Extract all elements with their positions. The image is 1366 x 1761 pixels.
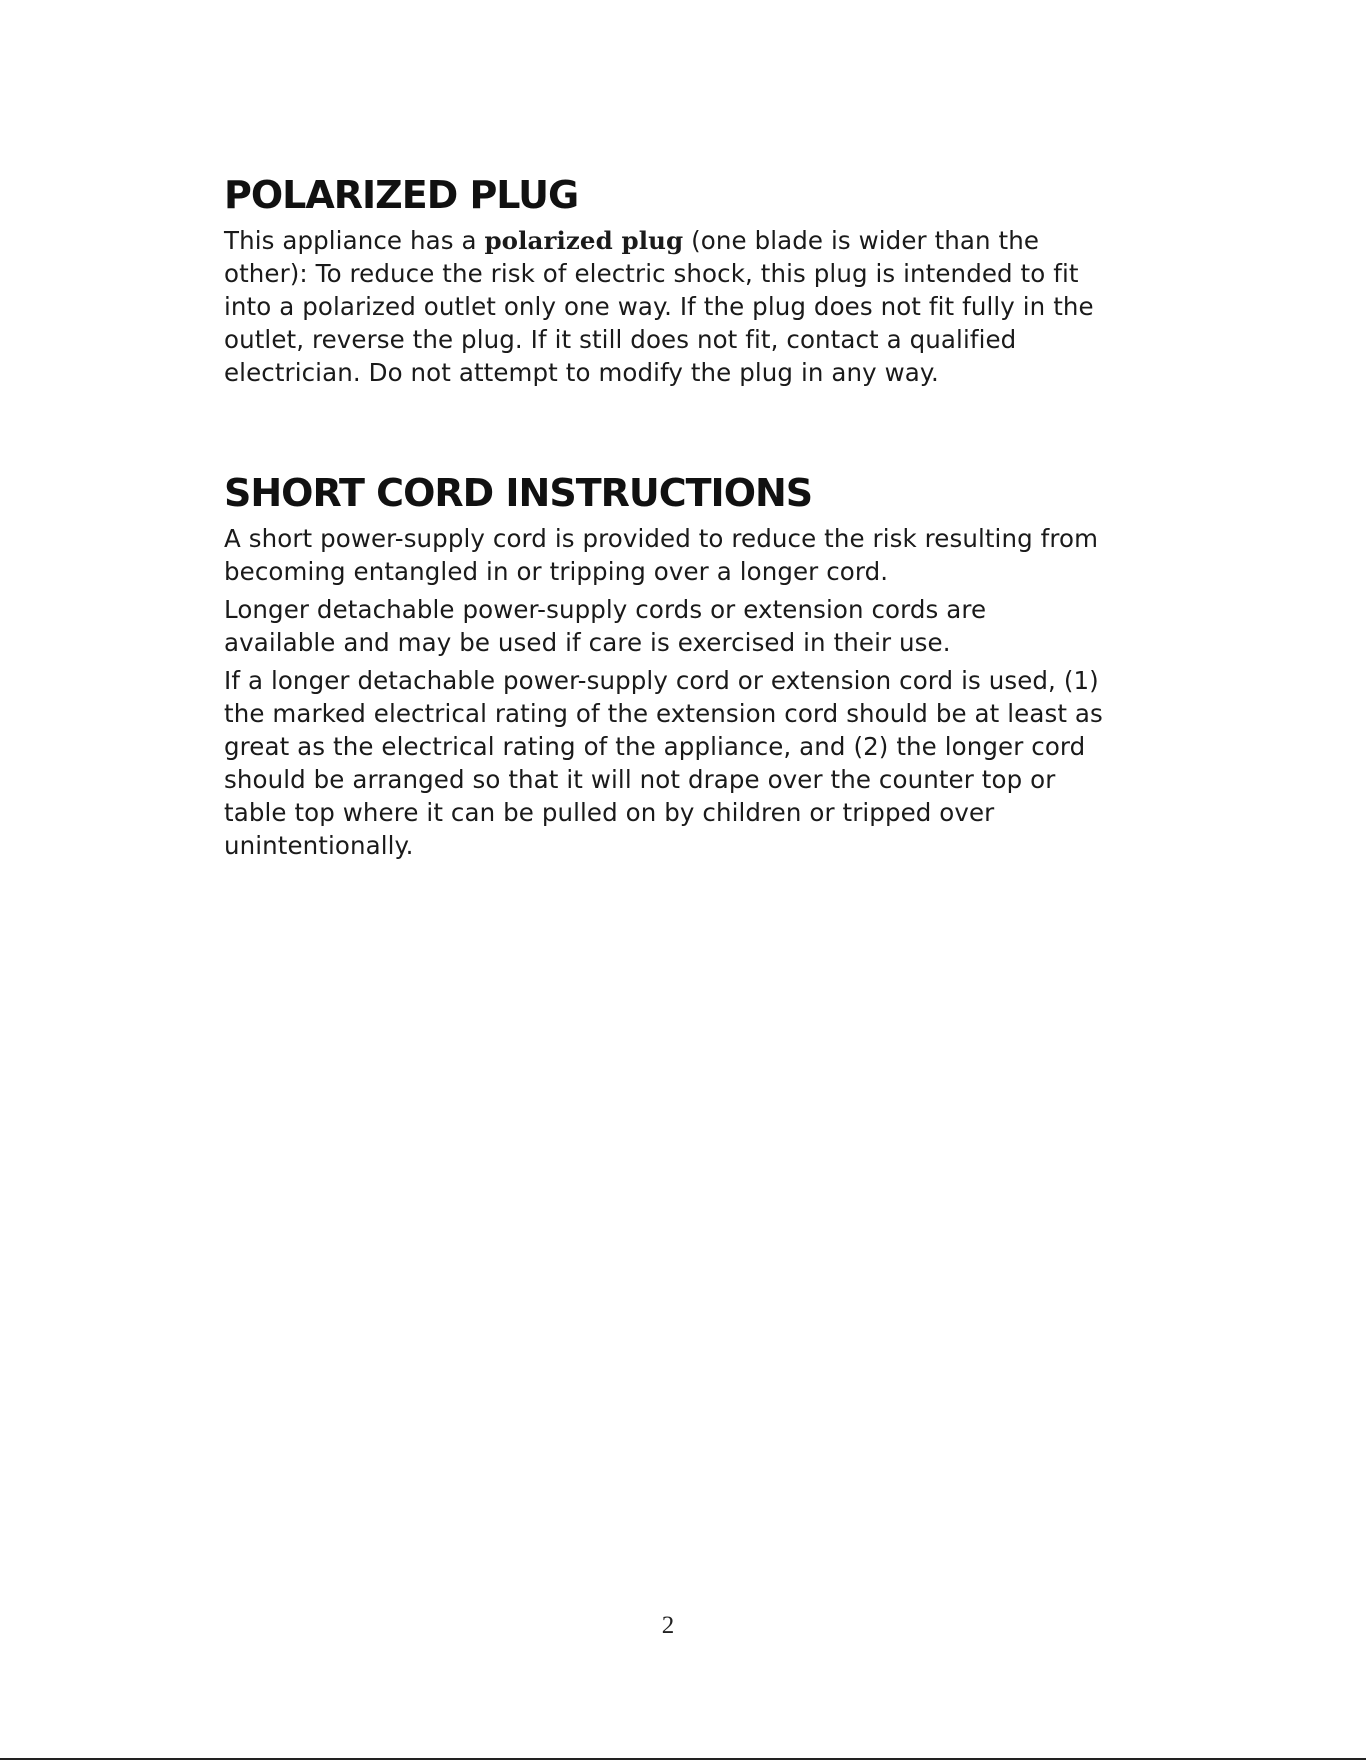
page-number: 2 [661,1612,675,1639]
polarized-plug-term: polarized plug [484,226,684,255]
short-cord-section [224,470,1104,862]
polarized-plug-paragraph [224,224,1104,389]
polarized-plug-intro: This appliance has a [224,226,485,255]
short-cord-paragraph-2: Longer detachable power-supply cords or extension cords are available and may be used if care is exercised in their use. [224,595,987,657]
polarized-plug-heading: POLARIZED PLUG [224,173,579,217]
polarized-plug-body: (one blade is wider than the other): To reduce the risk of electric shock, this plug is intended to fit into a polarized outlet only one way. If the plug does not fit fully in the outlet, reverse the plug. If it still does not fit, contact a qualified electrician. Do not attempt to modify the plug in any way. [224,226,1094,387]
short-cord-paragraph-1: A short power-supply cord is provided to reduce the risk resulting from becoming entangled in or tripping over a longer cord. [224,524,1099,586]
short-cord-paragraph-3: If a longer detachable power-supply cord or extension cord is used, (1) the marked electrical rating of the extension cord should be at least as great as the electrical rating of the appliance, and (2) the longer cord should be arranged so that it will not drape over the counter top or table top where it can be pulled on by children or tripped over unintentionally. [224,666,1103,860]
short-cord-heading: SHORT CORD INSTRUCTIONS [224,471,813,515]
bottom-rule [0,1758,1366,1760]
polarized-plug-section [224,172,1104,389]
